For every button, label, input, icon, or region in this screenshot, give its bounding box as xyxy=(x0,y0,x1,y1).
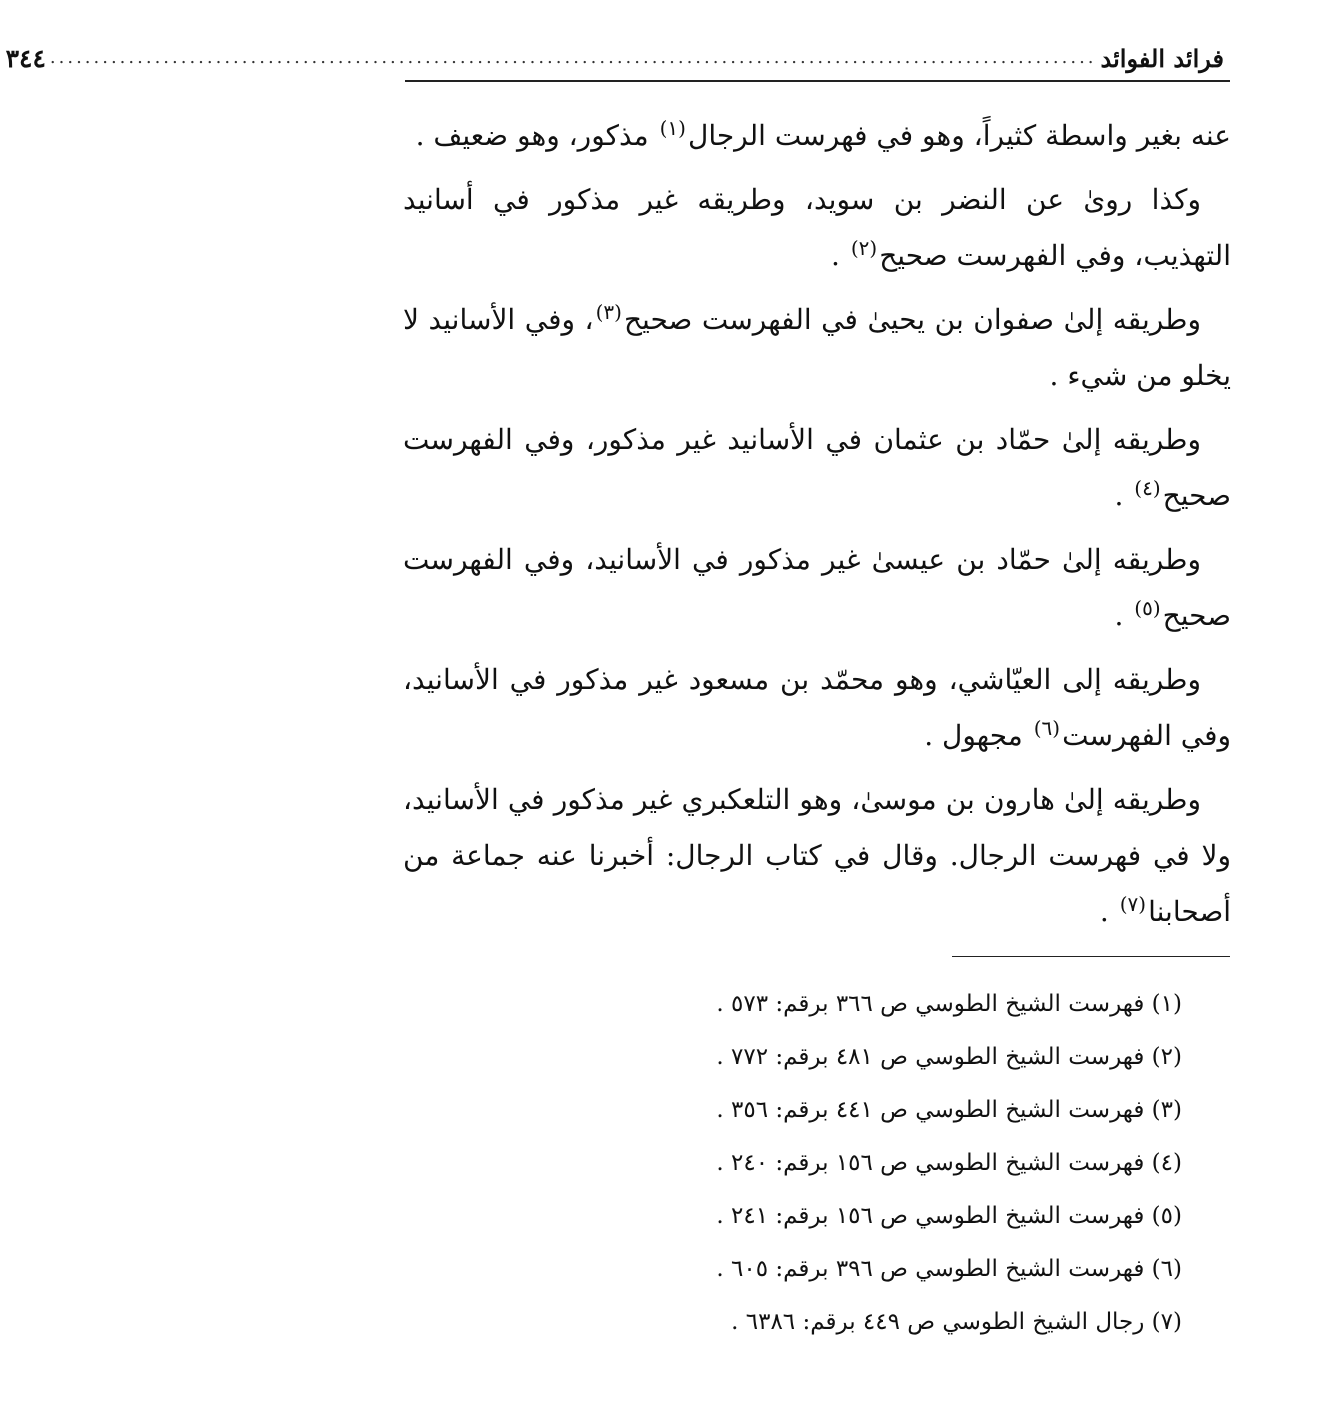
paragraph-text: وطريقه إلى العيّاشي، وهو محمّد بن مسعود غير مذكور في الأسانيد، وفي الفهرست xyxy=(403,663,1231,752)
paragraph-text: مذكور، وهو ضعيف . xyxy=(415,119,658,152)
paragraph-text: وطريقه إلیٰ هارون بن موسیٰ، وهو التلعكبري غير مذكور في الأسانيد، ولا في فهرست الرجال. وقال في كتاب الرجال: أخبرنا عنه جماعة من أصحابنا xyxy=(403,783,1231,928)
paragraph-text: وطريقه إلیٰ حمّاد بن عيسیٰ غير مذكور في الأسانيد، وفي الفهرست صحيح xyxy=(403,543,1231,632)
footnote-item: (٦) فهرست الشيخ الطوسي ص ٣٩٦ برقم: ٦٠٥ . xyxy=(716,1256,1182,1282)
book-title: فرائد الفوائد xyxy=(1100,43,1224,73)
book-page xyxy=(5,0,1330,1411)
running-header xyxy=(5,36,1230,82)
paragraph-text: وكذا رویٰ عن النضر بن سويد، وطريقه غير مذكور في أسانيد التهذيب، وفي الفهرست صحيح xyxy=(403,183,1231,272)
footnote-reference: (١) xyxy=(659,115,686,140)
footnote-reference: (٧) xyxy=(1119,891,1147,916)
footnote-separator xyxy=(952,956,1230,957)
body-paragraph xyxy=(403,532,1231,644)
paragraph-text: عنه بغير واسطة كثيراً، وهو في فهرست الرجال xyxy=(687,119,1231,152)
body-paragraph xyxy=(403,172,1231,284)
footnote-item: (٤) فهرست الشيخ الطوسي ص ١٥٦ برقم: ٢٤٠ . xyxy=(716,1150,1182,1176)
footnote-reference: (٦) xyxy=(1033,715,1061,740)
main-text xyxy=(403,108,1231,948)
footnote-item: (٥) فهرست الشيخ الطوسي ص ١٥٦ برقم: ٢٤١ . xyxy=(716,1203,1182,1229)
footnote-item: (١) فهرست الشيخ الطوسي ص ٣٦٦ برقم: ٥٧٣ . xyxy=(716,991,1182,1017)
page-number: ٣٤٤ xyxy=(5,43,46,73)
body-paragraph xyxy=(403,292,1231,404)
paragraph-text: ، وفي الأسانيد لا يخلو من شيء . xyxy=(403,303,1231,392)
body-paragraph xyxy=(403,652,1231,764)
body-paragraph xyxy=(403,412,1231,524)
footnote-reference: (٢) xyxy=(850,235,878,260)
footnote-item: (٧) رجال الشيخ الطوسي ص ٤٤٩ برقم: ٦٣٨٦ . xyxy=(731,1309,1182,1335)
footnote-reference: (٥) xyxy=(1134,595,1161,620)
body-paragraph xyxy=(403,772,1231,940)
paragraph-text: وطريقه إلیٰ حمّاد بن عثمان في الأسانيد غير مذكور، وفي الفهرست صحيح xyxy=(403,423,1231,512)
footnote-reference: (٤) xyxy=(1134,475,1161,500)
footnote-reference: (٣) xyxy=(595,299,622,324)
footnote-item: (٣) فهرست الشيخ الطوسي ص ٤٤١ برقم: ٣٥٦ . xyxy=(716,1097,1182,1123)
body-paragraph xyxy=(403,108,1231,164)
footnotes-list xyxy=(622,978,1182,1349)
footnote-item: (٢) فهرست الشيخ الطوسي ص ٤٨١ برقم: ٧٧٢ . xyxy=(716,1044,1182,1070)
paragraph-text: وطريقه إلیٰ صفوان بن يحيیٰ في الفهرست صحيح xyxy=(623,303,1201,336)
header-dot-leader: ........................................................................................................................ xyxy=(49,47,1097,68)
paragraph-text: . xyxy=(1099,895,1118,928)
paragraph-text: مجهول . xyxy=(924,719,1032,752)
paragraph-text: . xyxy=(1114,599,1133,632)
paragraph-text: . xyxy=(1114,479,1133,512)
paragraph-text: . xyxy=(831,239,849,272)
